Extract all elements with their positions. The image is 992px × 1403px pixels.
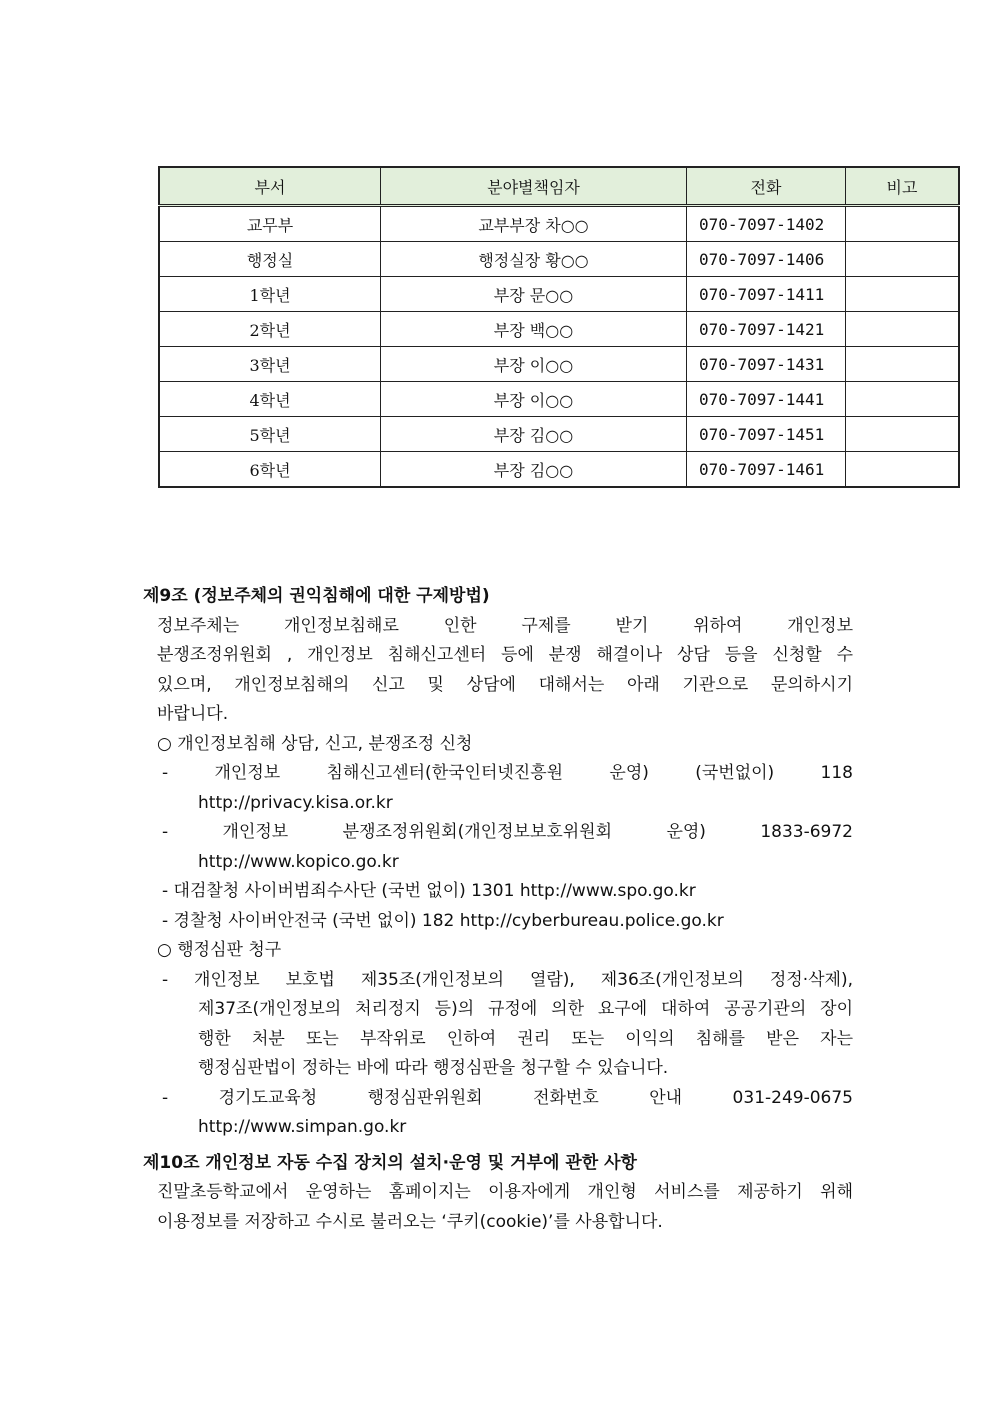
article-9-paragraph-line: 있으며, 개인정보침해의 신고 및 상담에 대해서는 아래 기관으로 문의하시기 [157, 674, 853, 695]
link-kisa[interactable]: http://privacy.kisa.or.kr [198, 792, 393, 813]
table-row [159, 242, 959, 277]
cell-note [846, 347, 960, 382]
cell-note [846, 312, 960, 347]
cell-manager: 부장 문○○ [381, 277, 687, 312]
cell-manager: 행정실장 황○○ [381, 242, 687, 277]
cell-manager: 교부부장 차○○ [381, 206, 687, 242]
cell-manager: 부장 이○○ [381, 382, 687, 417]
col-header-note: 비고 [846, 167, 960, 206]
cell-department: 3학년 [159, 347, 381, 382]
article-10-title: 제10조 개인정보 자동 수집 장치의 설치·운영 및 거부에 관한 사항 [143, 1152, 637, 1173]
cell-phone: 070-7097-1421 [687, 312, 846, 347]
cell-department: 교무부 [159, 206, 381, 242]
list-item-kisa: - 개인정보 침해신고센터(한국인터넷진흥원 운영) (국번없이) 118 [162, 763, 853, 783]
article-9-title: 제9조 (정보주체의 권익침해에 대한 구제방법) [143, 586, 490, 606]
col-header-department: 부서 [159, 167, 381, 206]
table-row [159, 382, 959, 417]
list-item-cyberbureau: - 경찰청 사이버안전국 (국번 없이) 182 http://cyberbureau.police.go.kr [162, 910, 724, 931]
table-row [159, 206, 959, 242]
table-row [159, 417, 959, 452]
document-body [143, 582, 853, 1237]
cell-department: 4학년 [159, 382, 381, 417]
table-header-row [159, 167, 959, 206]
list-item-simpan: - 경기도교육청 행정심판위원회 전화번호 안내 031-249-0675 [162, 1087, 853, 1108]
cell-note [846, 277, 960, 312]
cell-department: 5학년 [159, 417, 381, 452]
article-9-paragraph-line: 바랍니다. [157, 704, 229, 724]
cell-note [846, 242, 960, 277]
cell-phone: 070-7097-1441 [687, 382, 846, 417]
cell-note [846, 452, 960, 488]
cell-note [846, 417, 960, 452]
cell-manager: 부장 백○○ [381, 312, 687, 347]
link-simpan[interactable]: http://www.simpan.go.kr [198, 1117, 407, 1137]
table-row [159, 347, 959, 382]
article-9-paragraph-line: 분쟁조정위원회 , 개인정보 침해신고센터 등에 분쟁 해결이나 상담 등을 신청할 수 [157, 645, 853, 665]
cell-phone: 070-7097-1461 [687, 452, 846, 488]
cell-note [846, 206, 960, 242]
cell-phone: 070-7097-1402 [687, 206, 846, 242]
link-kopico[interactable]: http://www.kopico.go.kr [198, 851, 399, 872]
cell-phone: 070-7097-1406 [687, 242, 846, 277]
department-contact-table [158, 166, 960, 488]
cell-department: 6학년 [159, 452, 381, 488]
col-header-manager: 분야별책임자 [381, 167, 687, 206]
cell-manager: 부장 김○○ [381, 452, 687, 488]
article-10-paragraph-line: 이용정보를 저장하고 수시로 불러오는 ‘쿠키(cookie)’를 사용합니다. [157, 1211, 663, 1232]
cell-phone: 070-7097-1431 [687, 347, 846, 382]
cell-manager: 부장 이○○ [381, 347, 687, 382]
cell-phone: 070-7097-1451 [687, 417, 846, 452]
cell-department: 행정실 [159, 242, 381, 277]
col-header-phone: 전화 [687, 167, 846, 206]
list-item-kopico: - 개인정보 분쟁조정위원회(개인정보보호위원회 운영) 1833-6972 [162, 822, 853, 842]
circle-heading-appeal: ○ 행정심판 청구 [157, 940, 282, 960]
table-row [159, 452, 959, 488]
cell-note [846, 382, 960, 417]
circle-heading-dispute: ○ 개인정보침해 상담, 신고, 분쟁조정 신청 [157, 733, 473, 754]
cell-phone: 070-7097-1411 [687, 277, 846, 312]
cell-department: 2학년 [159, 312, 381, 347]
cell-manager: 부장 김○○ [381, 417, 687, 452]
table-row [159, 312, 959, 347]
table-row [159, 277, 959, 312]
cell-department: 1학년 [159, 277, 381, 312]
appeal-text-line: 행한 처분 또는 부작위로 인하여 권리 또는 이익의 침해를 받은 자는 [198, 1028, 853, 1049]
article-9-paragraph-line: 정보주체는 개인정보침해로 인한 구제를 받기 위하여 개인정보 [157, 615, 853, 636]
article-10-paragraph-line: 진말초등학교에서 운영하는 홈페이지는 이용자에게 개인형 서비스를 제공하기 위해 [157, 1182, 853, 1202]
list-item-spo: - 대검찰청 사이버범죄수사단 (국번 없이) 1301 http://www.spo.go.kr [162, 881, 696, 901]
appeal-text-line: 행정심판법이 정하는 바에 따라 행정심판을 청구할 수 있습니다. [198, 1058, 669, 1078]
appeal-text-line: 제37조(개인정보의 처리정지 등)의 규정에 의한 요구에 대하여 공공기관의 장이 [198, 999, 853, 1019]
appeal-text-line: - 개인정보 보호법 제35조(개인정보의 열람), 제36조(개인정보의 정정·삭제), [162, 969, 853, 990]
